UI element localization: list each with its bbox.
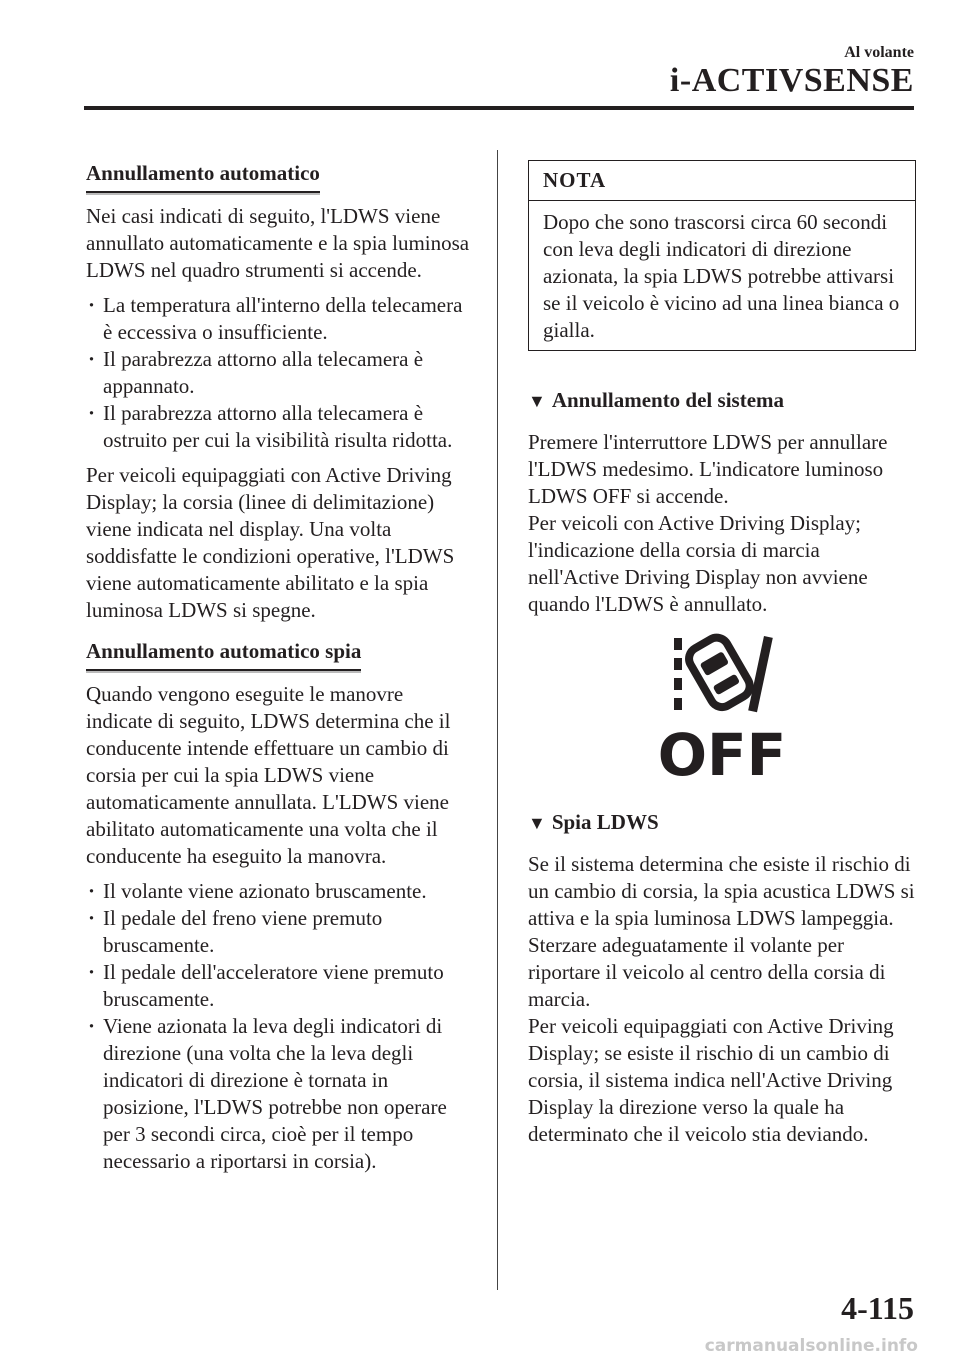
bullet-list-warning-auto-cancel	[86, 878, 470, 1175]
ldws-off-label: OFF	[657, 721, 787, 782]
subheading-warning-auto-cancel: Annullamento automatico spia	[86, 638, 361, 671]
right-column	[528, 160, 916, 1156]
left-column	[86, 160, 470, 1183]
section-title: Annullamento del sistema	[551, 388, 785, 412]
bullet-list-auto-cancel	[86, 292, 470, 454]
note-box	[528, 160, 916, 351]
header-rule	[84, 106, 914, 110]
section-heading-ldws-warning	[528, 809, 916, 837]
subheading-auto-cancel: Annullamento automatico	[86, 160, 320, 193]
paragraph-ldws-warning-1: Se il sistema determina che esiste il rischio di un cambio di corsia, la spia acustica LDWS si attiva e la spia luminosa LDWS lampeggia. Sterzare adeguatamente il volante per riportare il veicolo al centro della corsia di marcia.	[528, 852, 915, 1011]
bullet-item: · Il parabrezza attorno alla telecamera è appannato.	[86, 346, 470, 400]
bullet-item: · Il parabrezza attorno alla telecamera è ostruito per cui la visibilità risulta ridotta.	[86, 400, 470, 454]
header-section-label: Al volante	[844, 44, 914, 61]
bullet-item: · Il volante viene azionato bruscamente.	[86, 878, 470, 905]
bullet-item: · La temperatura all'interno della telecamera è eccessiva o insufficiente.	[86, 292, 470, 346]
section-marker-icon: ▼	[528, 813, 546, 833]
paragraph-auto-cancel-after: Per veicoli equipaggiati con Active Driving Display; la corsia (linee di delimitazione) viene indicata nel display. Una volta soddisfatte le condizioni operative, l'LDWS viene automaticamente abilitato e la spia luminosa LDWS si spegne.	[86, 463, 455, 622]
section-marker-icon: ▼	[528, 391, 546, 411]
ldws-off-icon	[652, 632, 792, 782]
section-heading-system-cancel	[528, 387, 916, 415]
header-title: i-ACTIVSENSE	[669, 62, 914, 99]
page-number: 4-115	[841, 1290, 914, 1326]
paragraph-warning-auto-cancel-intro: Quando vengono eseguite le manovre indicate di seguito, LDWS determina che il conducente intende effettuare un cambio di corsia per cui la spia LDWS viene automaticamente annullata. L'LDWS viene abilitato automaticamente una volta che il conducente ha eseguito la manovra.	[86, 682, 451, 868]
note-body: Dopo che sono trascorsi circa 60 secondi con leva degli indicatori di direzione azionata, la spia LDWS potrebbe attivarsi se il veicolo è vicino ad una linea bianca o gialla.	[543, 210, 900, 342]
paragraph-auto-cancel-intro: Nei casi indicati di seguito, l'LDWS viene annullato automaticamente e la spia luminosa LDWS nel quadro strumenti si accende.	[86, 204, 470, 282]
watermark: carmanualsonline.info	[704, 1336, 918, 1356]
paragraph-system-cancel-2: Per veicoli con Active Driving Display; l'indicazione della corsia di marcia nell'Active Driving Display non avviene quando l'LDWS è annullato.	[528, 511, 868, 616]
bullet-item: · Viene azionata la leva degli indicatori di direzione (una volta che la leva degli indicatori di direzione è tornata in posizione, l'LDWS potrebbe non operare per 3 secondi circa, cioè per il tempo necessario a riportarsi in corsia).	[86, 1013, 470, 1175]
note-title: NOTA	[529, 161, 915, 201]
paragraph-system-cancel-1: Premere l'interruttore LDWS per annullare l'LDWS medesimo. L'indicatore luminoso LDWS OFF si accende.	[528, 430, 888, 508]
bullet-item: · Il pedale dell'acceleratore viene premuto bruscamente.	[86, 959, 470, 1013]
bullet-item: · Il pedale del freno viene premuto bruscamente.	[86, 905, 470, 959]
ldws-off-icon-container	[528, 632, 916, 789]
section-title: Spia LDWS	[551, 810, 659, 834]
paragraph-ldws-warning-2: Per veicoli equipaggiati con Active Driving Display; se esiste il rischio di un cambio di corsia, il sistema indica nell'Active Driving Display la direzione verso la quale ha determinato che il veicolo stia deviando.	[528, 1014, 894, 1146]
column-divider	[497, 150, 498, 1290]
